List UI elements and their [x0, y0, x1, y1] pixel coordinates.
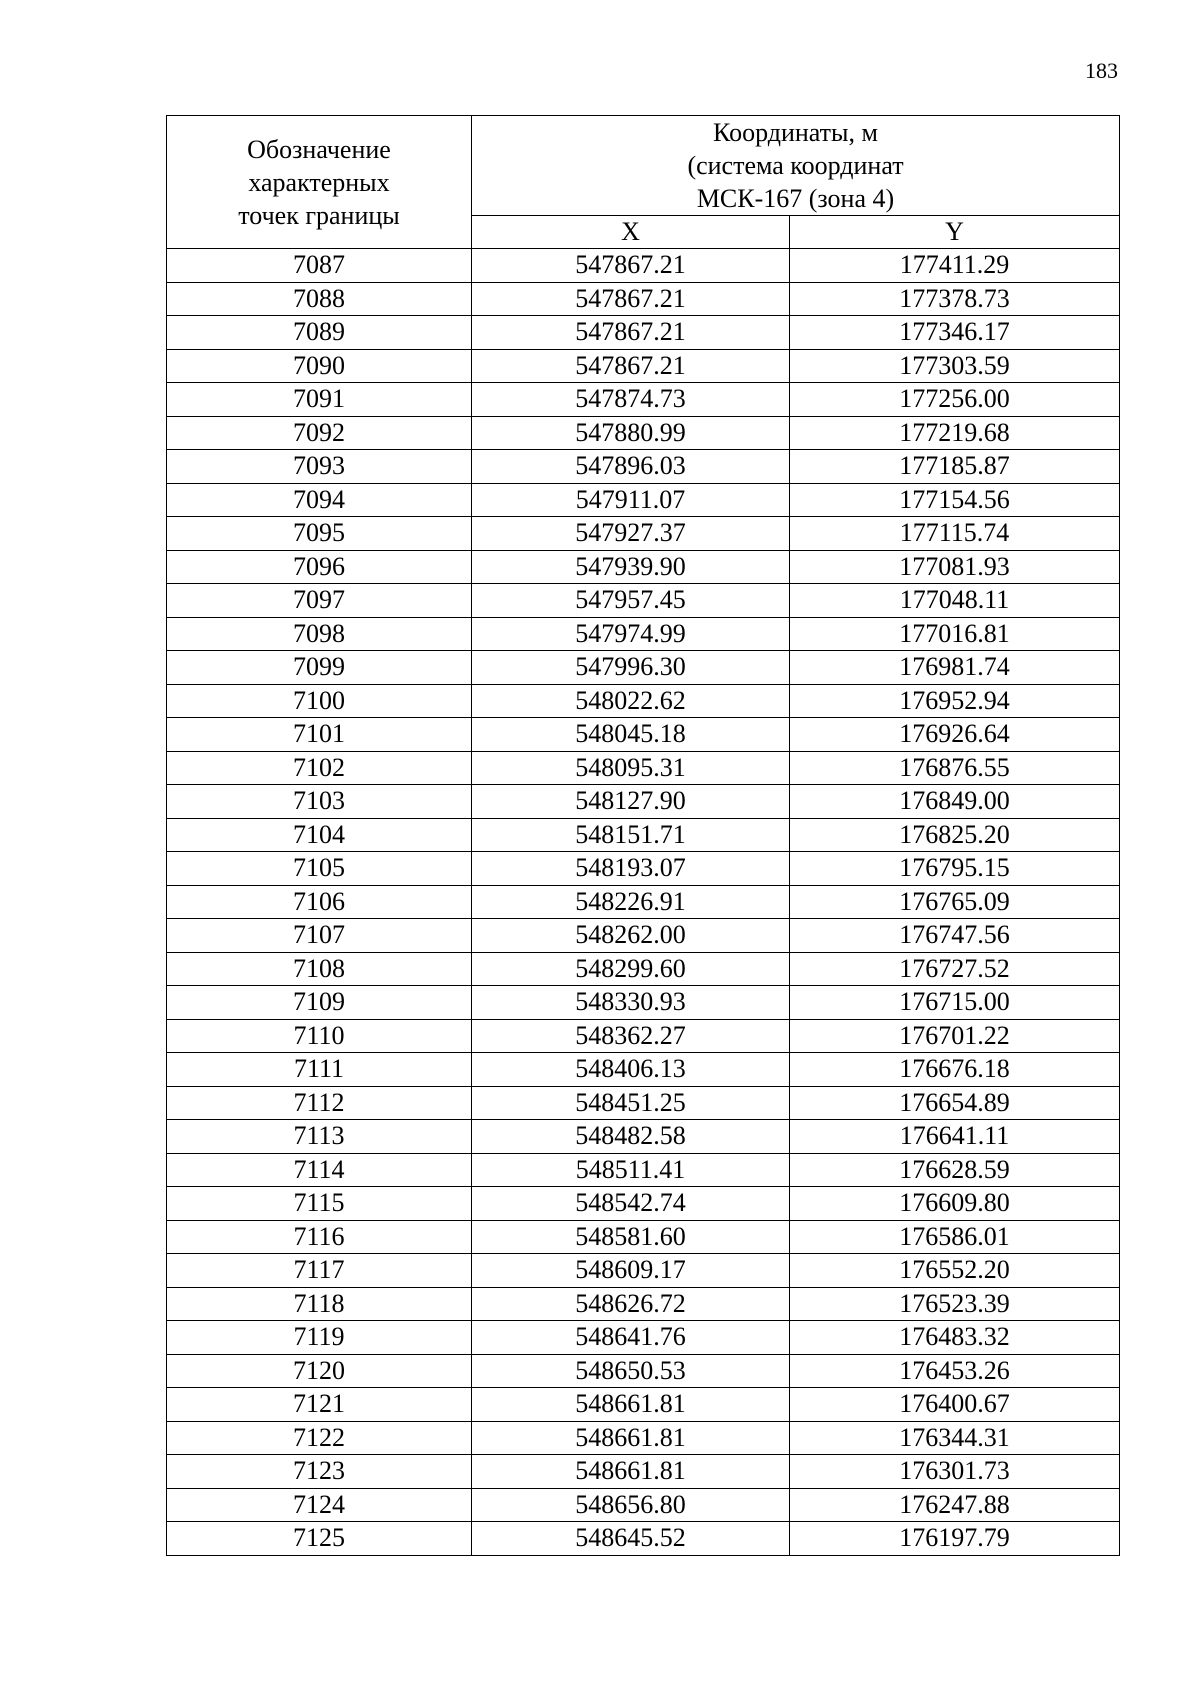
table-row — [167, 282, 1120, 316]
point-id-cell: 7115 — [167, 1187, 472, 1221]
point-id-cell: 7093 — [167, 450, 472, 484]
y-coordinate-cell: 176400.67 — [790, 1388, 1120, 1422]
y-coordinate-cell: 176825.20 — [790, 818, 1120, 852]
point-id-cell: 7118 — [167, 1287, 472, 1321]
table-row — [167, 852, 1120, 886]
y-coordinate-cell: 176344.31 — [790, 1421, 1120, 1455]
table-row — [167, 718, 1120, 752]
x-coordinate-cell: 548151.71 — [472, 818, 790, 852]
table-row — [167, 1220, 1120, 1254]
table-row — [167, 1254, 1120, 1288]
point-id-cell: 7111 — [167, 1053, 472, 1087]
x-coordinate-cell: 548609.17 — [472, 1254, 790, 1288]
y-coordinate-cell: 177081.93 — [790, 550, 1120, 584]
header-y: Y — [790, 216, 1120, 249]
y-coordinate-cell: 176981.74 — [790, 651, 1120, 685]
table-row — [167, 550, 1120, 584]
table-row — [167, 584, 1120, 618]
x-coordinate-cell: 548095.31 — [472, 751, 790, 785]
y-coordinate-cell: 177016.81 — [790, 617, 1120, 651]
x-coordinate-cell: 547867.21 — [472, 349, 790, 383]
y-coordinate-cell: 176301.73 — [790, 1455, 1120, 1489]
header-designation-line: точек границы — [238, 200, 400, 230]
table-row — [167, 617, 1120, 651]
point-id-cell: 7099 — [167, 651, 472, 685]
x-coordinate-cell: 547874.73 — [472, 383, 790, 417]
x-coordinate-cell: 548661.81 — [472, 1455, 790, 1489]
table-row — [167, 684, 1120, 718]
point-id-cell: 7100 — [167, 684, 472, 718]
y-coordinate-cell: 177378.73 — [790, 282, 1120, 316]
point-id-cell: 7103 — [167, 785, 472, 819]
y-coordinate-cell: 176586.01 — [790, 1220, 1120, 1254]
point-id-cell: 7102 — [167, 751, 472, 785]
table-row — [167, 651, 1120, 685]
x-coordinate-cell: 547957.45 — [472, 584, 790, 618]
table-header — [167, 116, 1120, 249]
x-coordinate-cell: 548581.60 — [472, 1220, 790, 1254]
x-coordinate-cell: 548641.76 — [472, 1321, 790, 1355]
y-coordinate-cell: 177303.59 — [790, 349, 1120, 383]
x-coordinate-cell: 547939.90 — [472, 550, 790, 584]
table-row — [167, 1522, 1120, 1556]
table-row — [167, 986, 1120, 1020]
y-coordinate-cell: 176552.20 — [790, 1254, 1120, 1288]
table-row — [167, 1153, 1120, 1187]
x-coordinate-cell: 548406.13 — [472, 1053, 790, 1087]
point-id-cell: 7123 — [167, 1455, 472, 1489]
y-coordinate-cell: 176926.64 — [790, 718, 1120, 752]
table-row — [167, 1354, 1120, 1388]
point-id-cell: 7116 — [167, 1220, 472, 1254]
table-row — [167, 450, 1120, 484]
table-row — [167, 316, 1120, 350]
table-row — [167, 1421, 1120, 1455]
table-row — [167, 818, 1120, 852]
x-coordinate-cell: 548482.58 — [472, 1120, 790, 1154]
x-coordinate-cell: 547880.99 — [472, 416, 790, 450]
table-row — [167, 751, 1120, 785]
point-id-cell: 7092 — [167, 416, 472, 450]
point-id-cell: 7105 — [167, 852, 472, 886]
point-id-cell: 7104 — [167, 818, 472, 852]
x-coordinate-cell: 548022.62 — [472, 684, 790, 718]
y-coordinate-cell: 176747.56 — [790, 919, 1120, 953]
y-coordinate-cell: 176453.26 — [790, 1354, 1120, 1388]
y-coordinate-cell: 176795.15 — [790, 852, 1120, 886]
table-row — [167, 1053, 1120, 1087]
x-coordinate-cell: 547996.30 — [472, 651, 790, 685]
y-coordinate-cell: 176701.22 — [790, 1019, 1120, 1053]
point-id-cell: 7122 — [167, 1421, 472, 1455]
y-coordinate-cell: 177411.29 — [790, 249, 1120, 283]
table-row — [167, 885, 1120, 919]
x-coordinate-cell: 547896.03 — [472, 450, 790, 484]
y-coordinate-cell: 176609.80 — [790, 1187, 1120, 1221]
header-point-designation — [167, 116, 472, 249]
point-id-cell: 7095 — [167, 517, 472, 551]
x-coordinate-cell: 548193.07 — [472, 852, 790, 886]
header-coordinates-line: МСК-167 (зона 4) — [696, 184, 895, 213]
x-coordinate-cell: 548330.93 — [472, 986, 790, 1020]
table-row — [167, 249, 1120, 283]
table-row — [167, 383, 1120, 417]
point-id-cell: 7096 — [167, 550, 472, 584]
table-row — [167, 1187, 1120, 1221]
point-id-cell: 7097 — [167, 584, 472, 618]
header-designation-line: характерных — [248, 167, 390, 197]
y-coordinate-cell: 176952.94 — [790, 684, 1120, 718]
table-row — [167, 1287, 1120, 1321]
y-coordinate-cell: 177048.11 — [790, 584, 1120, 618]
point-id-cell: 7094 — [167, 483, 472, 517]
point-id-cell: 7112 — [167, 1086, 472, 1120]
y-coordinate-cell: 176849.00 — [790, 785, 1120, 819]
table-row — [167, 1321, 1120, 1355]
y-coordinate-cell: 176876.55 — [790, 751, 1120, 785]
table-row — [167, 952, 1120, 986]
table-body — [167, 249, 1120, 1556]
y-coordinate-cell: 176483.32 — [790, 1321, 1120, 1355]
page-number: 183 — [1085, 58, 1118, 83]
y-coordinate-cell: 176765.09 — [790, 885, 1120, 919]
y-coordinate-cell: 176676.18 — [790, 1053, 1120, 1087]
y-coordinate-cell: 176628.59 — [790, 1153, 1120, 1187]
table-row — [167, 1488, 1120, 1522]
x-coordinate-cell: 548656.80 — [472, 1488, 790, 1522]
table-row — [167, 919, 1120, 953]
x-coordinate-cell: 547867.21 — [472, 249, 790, 283]
header-x: X — [472, 216, 790, 249]
header-designation-line: Обозначение — [247, 134, 391, 164]
x-coordinate-cell: 548511.41 — [472, 1153, 790, 1187]
point-id-cell: 7121 — [167, 1388, 472, 1422]
x-coordinate-cell: 548451.25 — [472, 1086, 790, 1120]
header-coordinates — [472, 116, 1120, 216]
point-id-cell: 7106 — [167, 885, 472, 919]
point-id-cell: 7114 — [167, 1153, 472, 1187]
table-row — [167, 1388, 1120, 1422]
x-coordinate-cell: 548127.90 — [472, 785, 790, 819]
y-coordinate-cell: 176197.79 — [790, 1522, 1120, 1556]
point-id-cell: 7113 — [167, 1120, 472, 1154]
x-coordinate-cell: 547867.21 — [472, 282, 790, 316]
table-row — [167, 416, 1120, 450]
x-coordinate-cell: 547867.21 — [472, 316, 790, 350]
point-id-cell: 7125 — [167, 1522, 472, 1556]
x-coordinate-cell: 548661.81 — [472, 1421, 790, 1455]
point-id-cell: 7088 — [167, 282, 472, 316]
table-row — [167, 1455, 1120, 1489]
point-id-cell: 7087 — [167, 249, 472, 283]
point-id-cell: 7117 — [167, 1254, 472, 1288]
x-coordinate-cell: 547927.37 — [472, 517, 790, 551]
y-coordinate-cell: 177219.68 — [790, 416, 1120, 450]
point-id-cell: 7107 — [167, 919, 472, 953]
x-coordinate-cell: 547974.99 — [472, 617, 790, 651]
point-id-cell: 7124 — [167, 1488, 472, 1522]
coordinates-table — [166, 115, 1120, 1556]
y-coordinate-cell: 176727.52 — [790, 952, 1120, 986]
x-coordinate-cell: 548650.53 — [472, 1354, 790, 1388]
x-coordinate-cell: 547911.07 — [472, 483, 790, 517]
y-coordinate-cell: 176715.00 — [790, 986, 1120, 1020]
x-coordinate-cell: 548045.18 — [472, 718, 790, 752]
x-coordinate-cell: 548626.72 — [472, 1287, 790, 1321]
x-coordinate-cell: 548661.81 — [472, 1388, 790, 1422]
point-id-cell: 7089 — [167, 316, 472, 350]
point-id-cell: 7119 — [167, 1321, 472, 1355]
table-row — [167, 517, 1120, 551]
point-id-cell: 7110 — [167, 1019, 472, 1053]
y-coordinate-cell: 177115.74 — [790, 517, 1120, 551]
x-coordinate-cell: 548542.74 — [472, 1187, 790, 1221]
header-coordinates-line: Координаты, м — [713, 118, 878, 147]
y-coordinate-cell: 176641.11 — [790, 1120, 1120, 1154]
point-id-cell: 7108 — [167, 952, 472, 986]
y-coordinate-cell: 176523.39 — [790, 1287, 1120, 1321]
table-row — [167, 349, 1120, 383]
y-coordinate-cell: 177185.87 — [790, 450, 1120, 484]
x-coordinate-cell: 548262.00 — [472, 919, 790, 953]
x-coordinate-cell: 548299.60 — [472, 952, 790, 986]
point-id-cell: 7091 — [167, 383, 472, 417]
table-row — [167, 1086, 1120, 1120]
table-row — [167, 483, 1120, 517]
point-id-cell: 7101 — [167, 718, 472, 752]
x-coordinate-cell: 548226.91 — [472, 885, 790, 919]
y-coordinate-cell: 177154.56 — [790, 483, 1120, 517]
header-coordinates-line: (система координат — [687, 151, 904, 180]
y-coordinate-cell: 177346.17 — [790, 316, 1120, 350]
point-id-cell: 7090 — [167, 349, 472, 383]
table-row — [167, 1120, 1120, 1154]
point-id-cell: 7120 — [167, 1354, 472, 1388]
y-coordinate-cell: 176247.88 — [790, 1488, 1120, 1522]
point-id-cell: 7109 — [167, 986, 472, 1020]
y-coordinate-cell: 176654.89 — [790, 1086, 1120, 1120]
x-coordinate-cell: 548645.52 — [472, 1522, 790, 1556]
table-row — [167, 1019, 1120, 1053]
table-row — [167, 785, 1120, 819]
point-id-cell: 7098 — [167, 617, 472, 651]
x-coordinate-cell: 548362.27 — [472, 1019, 790, 1053]
y-coordinate-cell: 177256.00 — [790, 383, 1120, 417]
